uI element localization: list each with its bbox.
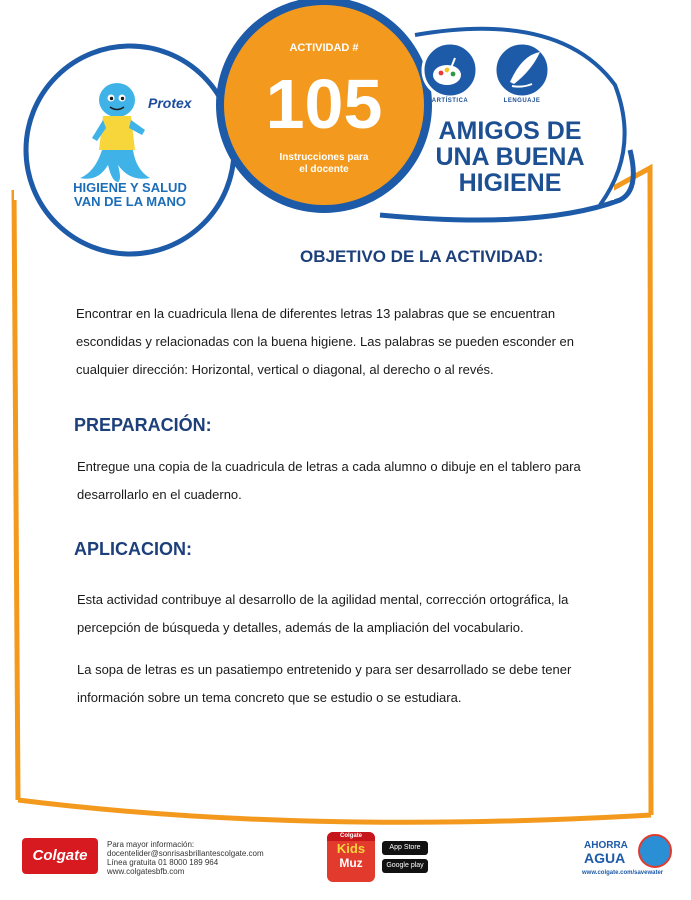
orange-border-left (14, 190, 18, 800)
kids-app-brand: Colgate (327, 832, 375, 841)
logo-tagline-1: HIGIENE Y SALUD (73, 180, 187, 195)
objective-line-3: cualquier dirección: Horizontal, vertical o diagonal, al derecho o al revés. (76, 362, 494, 377)
logo-tagline-2: VAN DE LA MANO (74, 194, 186, 209)
kids-app-logo[interactable] (327, 832, 375, 882)
bullet-icon (61, 586, 77, 642)
application-item-2-line-1: La sopa de letras es un pasatiempo entretenido y para ser desarrollado se debe tener (77, 662, 572, 677)
list-item (61, 586, 631, 642)
google-play-button[interactable]: Google play (382, 859, 428, 873)
instructions-line-2: el docente (299, 164, 349, 175)
objective-heading: OBJETIVO DE LA ACTIVIDAD: (300, 247, 544, 266)
application-item-1-line-2: percepción de búsqueda y detalles, además de la ampliación del vocabulario. (77, 620, 524, 635)
contact-email[interactable]: docentelider@sonrisasbrillantescolgate.com (107, 849, 264, 858)
contact-phone: Línea gratuita 01 8000 189 964 (107, 858, 219, 867)
application-item-2-line-2: información sobre un tema concreto que se estudio o se estudiara. (77, 690, 462, 705)
kids-app-name-1: Kids (336, 841, 366, 856)
save-water-logo (578, 832, 678, 882)
palette-icon: ARTÍSTICA (431, 98, 469, 104)
application-list (61, 586, 631, 712)
quill-icon: LENGUAJE (503, 98, 541, 104)
contact-website[interactable]: www.colgatesbfb.com (107, 867, 185, 876)
colgate-logo: Colgate (22, 838, 98, 874)
protex-brand: Protex (148, 95, 192, 111)
title-line-3: HIGIENE (458, 169, 562, 197)
activity-number: 105 (265, 65, 383, 143)
objective-line-1: Encontrar en la cuadricula llena de diferentes letras 13 palabras que se encuentran (76, 306, 556, 321)
title-line-1: AMIGOS DE (438, 117, 582, 145)
objective-text (76, 300, 616, 384)
kids-app-name-2: Muz (339, 856, 363, 870)
save-water-url[interactable]: www.colgate.com/savewater (582, 870, 664, 876)
application-heading: APLICACION: (74, 539, 192, 559)
contact-line-1: Para mayor información: (107, 840, 195, 849)
preparation-heading: PREPARACIÓN: (74, 415, 212, 435)
orange-border-bottom (18, 800, 651, 822)
preparation-item-line-1: Entregue una copia de la cuadricula de letras a cada alumno o dibuje en el tablero para (77, 459, 581, 474)
bullet-icon (61, 453, 77, 509)
instructions-line-1: Instrucciones para (279, 152, 369, 163)
preparation-item-line-2: desarrollarlo en el cuaderno. (77, 487, 242, 502)
app-store-button[interactable]: App Store (382, 841, 428, 855)
list-item (61, 453, 631, 509)
title-line-2: UNA BUENA (435, 143, 585, 171)
save-water-line-2: AGUA (584, 850, 626, 866)
list-item (61, 656, 631, 712)
globe-icon (638, 834, 672, 868)
objective-line-2: escondidas y relacionadas con la buena higiene. Las palabras se pueden esconder en (76, 334, 574, 349)
application-item-1-line-1: Esta actividad contribuye al desarrollo de la agilidad mental, corrección ortográfica, la (77, 592, 569, 607)
save-water-line-1: AHORRA (584, 840, 628, 851)
preparation-list (61, 453, 631, 509)
activity-label: ACTIVIDAD # (289, 42, 359, 54)
bullet-icon (61, 656, 77, 712)
footer-contact (107, 840, 317, 876)
